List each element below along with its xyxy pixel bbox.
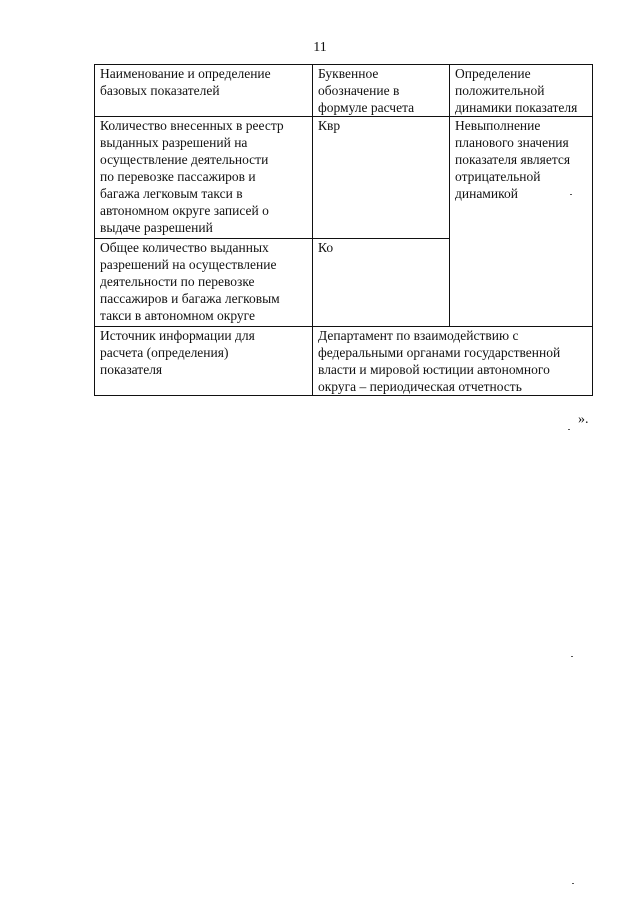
header-cell-symbol (313, 65, 450, 117)
row2-name-cell (95, 239, 313, 327)
row1-name-text: Количество внесенных в реестр выданных разрешений на осуществление деятельности по перевозке пассажиров и багажа легковым такси в автономном округе записей о выдаче разрешений (100, 118, 284, 235)
table-header-row (95, 65, 593, 117)
scan-speck (572, 883, 574, 884)
closing-quote-mark: ». (578, 412, 589, 427)
row1-symbol-cell (313, 117, 450, 239)
scan-speck (571, 656, 573, 657)
row2-symbol-text: Ко (318, 240, 334, 255)
row2-name-text: Общее количество выданных разрешений на осуществление деятельности по перевозке пассажиров и багажа легковым такси в автономном округе (100, 240, 280, 323)
table-row (95, 117, 593, 239)
page-number: 11 (313, 40, 327, 55)
header-cell-name (95, 65, 313, 117)
row1-symbol-text: Квр (318, 118, 341, 133)
source-value-text: Департамент по взаимодействию с федеральными органами государственной власти и мировой юстиции автономного округа – периодическая отчетность (318, 328, 561, 394)
source-label-cell (95, 327, 313, 396)
indicator-table (94, 64, 593, 396)
source-label-text: Источник информации для расчета (определения) показателя (100, 328, 255, 377)
header-name-text: Наименование и определение базовых показателей (100, 66, 271, 98)
row1-name-cell (95, 117, 313, 239)
source-value-cell (313, 327, 593, 396)
header-dynamics-text: Определение положительной динамики показателя (455, 66, 578, 115)
dynamics-cell (450, 117, 593, 327)
source-row (95, 327, 593, 396)
scan-speck (568, 429, 570, 430)
scan-speck (570, 194, 572, 195)
header-cell-dynamics (450, 65, 593, 117)
row2-symbol-cell (313, 239, 450, 327)
header-symbol-text: Буквенное обозначение в формуле расчета (318, 66, 415, 115)
dynamics-text: Невыполнение планового значения показателя является отрицательной динамикой (455, 118, 571, 201)
